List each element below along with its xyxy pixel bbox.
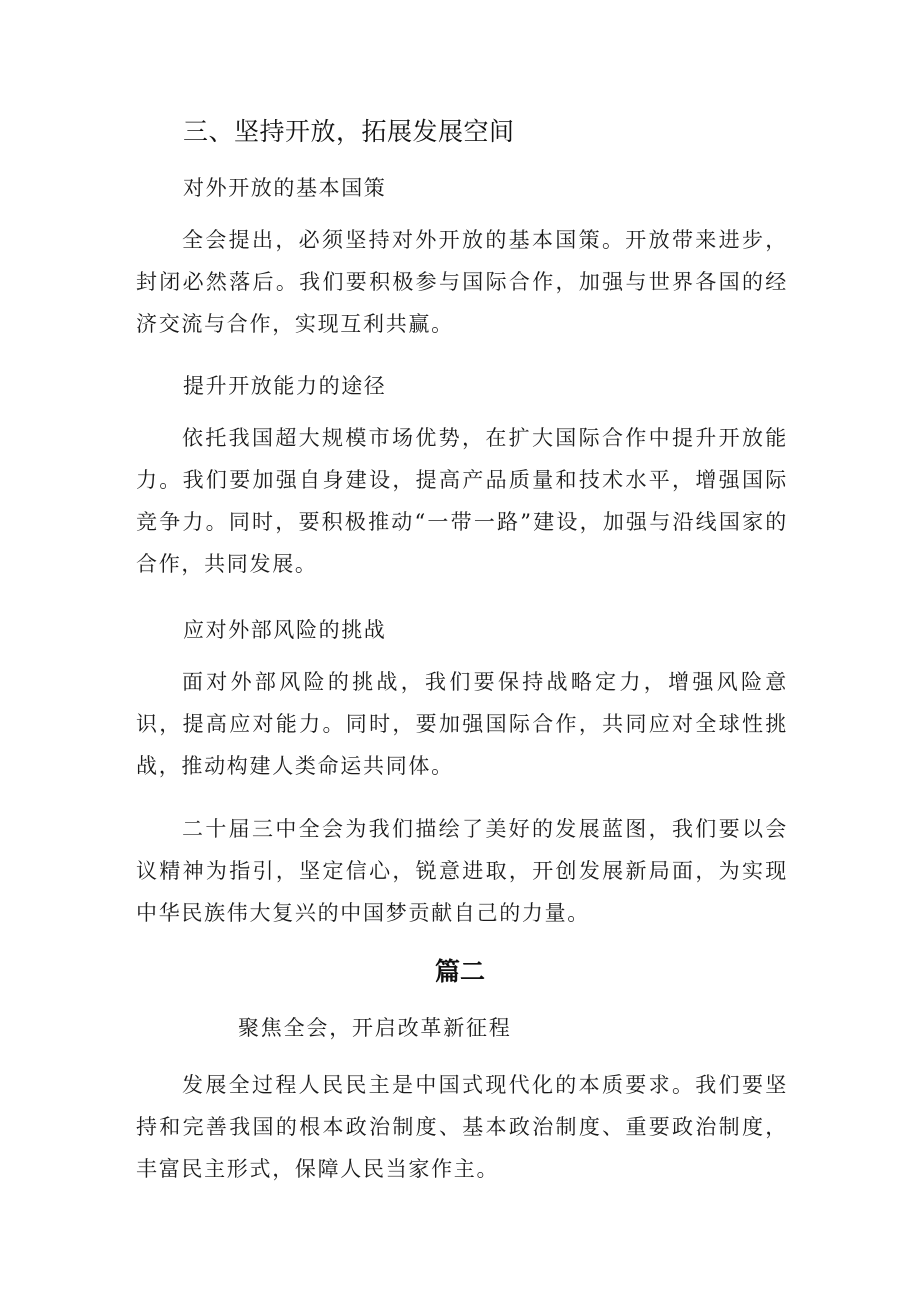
paragraph-opening-capacity: 依托我国超大规模市场优势，在扩大国际合作中提升开放能力。我们要加强自身建设，提高产品质量和技术水平，增强国际竞争力。同时，要积极推动“一带一路”建设，加强与沿线国家的合作，共同发展。 — [136, 426, 788, 576]
subsection-title-opening-capacity: 提升开放能力的途径 — [183, 374, 387, 398]
subsection-title-opening-policy: 对外开放的基本国策 — [183, 176, 387, 200]
section-two-title: 篇二 — [434, 957, 485, 986]
paragraph-external-risk: 面对外部风险的挑战，我们要保持战略定力，增强风险意识，提高应对能力。同时，要加强国际合作，共同应对全球性挑战，推动构建人类命运共同体。 — [136, 670, 788, 778]
subsection-title-external-risk: 应对外部风险的挑战 — [183, 618, 387, 642]
closing-paragraph: 二十届三中全会为我们描绘了美好的发展蓝图，我们要以会议精神为指引，坚定信心，锐意进取，开创发展新局面，为实现中华民族伟大复兴的中国梦贡献自己的力量。 — [136, 817, 788, 925]
section-two-paragraph: 发展全过程人民民主是中国式现代化的本质要求。我们要坚持和完善我国的根本政治制度、基本政治制度、重要政治制度，丰富民主形式，保障人民当家作主。 — [136, 1073, 788, 1181]
section-heading: 三、坚持开放，拓展发展空间 — [183, 117, 515, 146]
section-two-subtitle: 聚焦全会，开启改革新征程 — [238, 1016, 512, 1040]
paragraph-opening-policy: 全会提出，必须坚持对外开放的基本国策。开放带来进步，封闭必然落后。我们要积极参与国际合作，加强与世界各国的经济交流与合作，实现互利共赢。 — [136, 228, 788, 336]
